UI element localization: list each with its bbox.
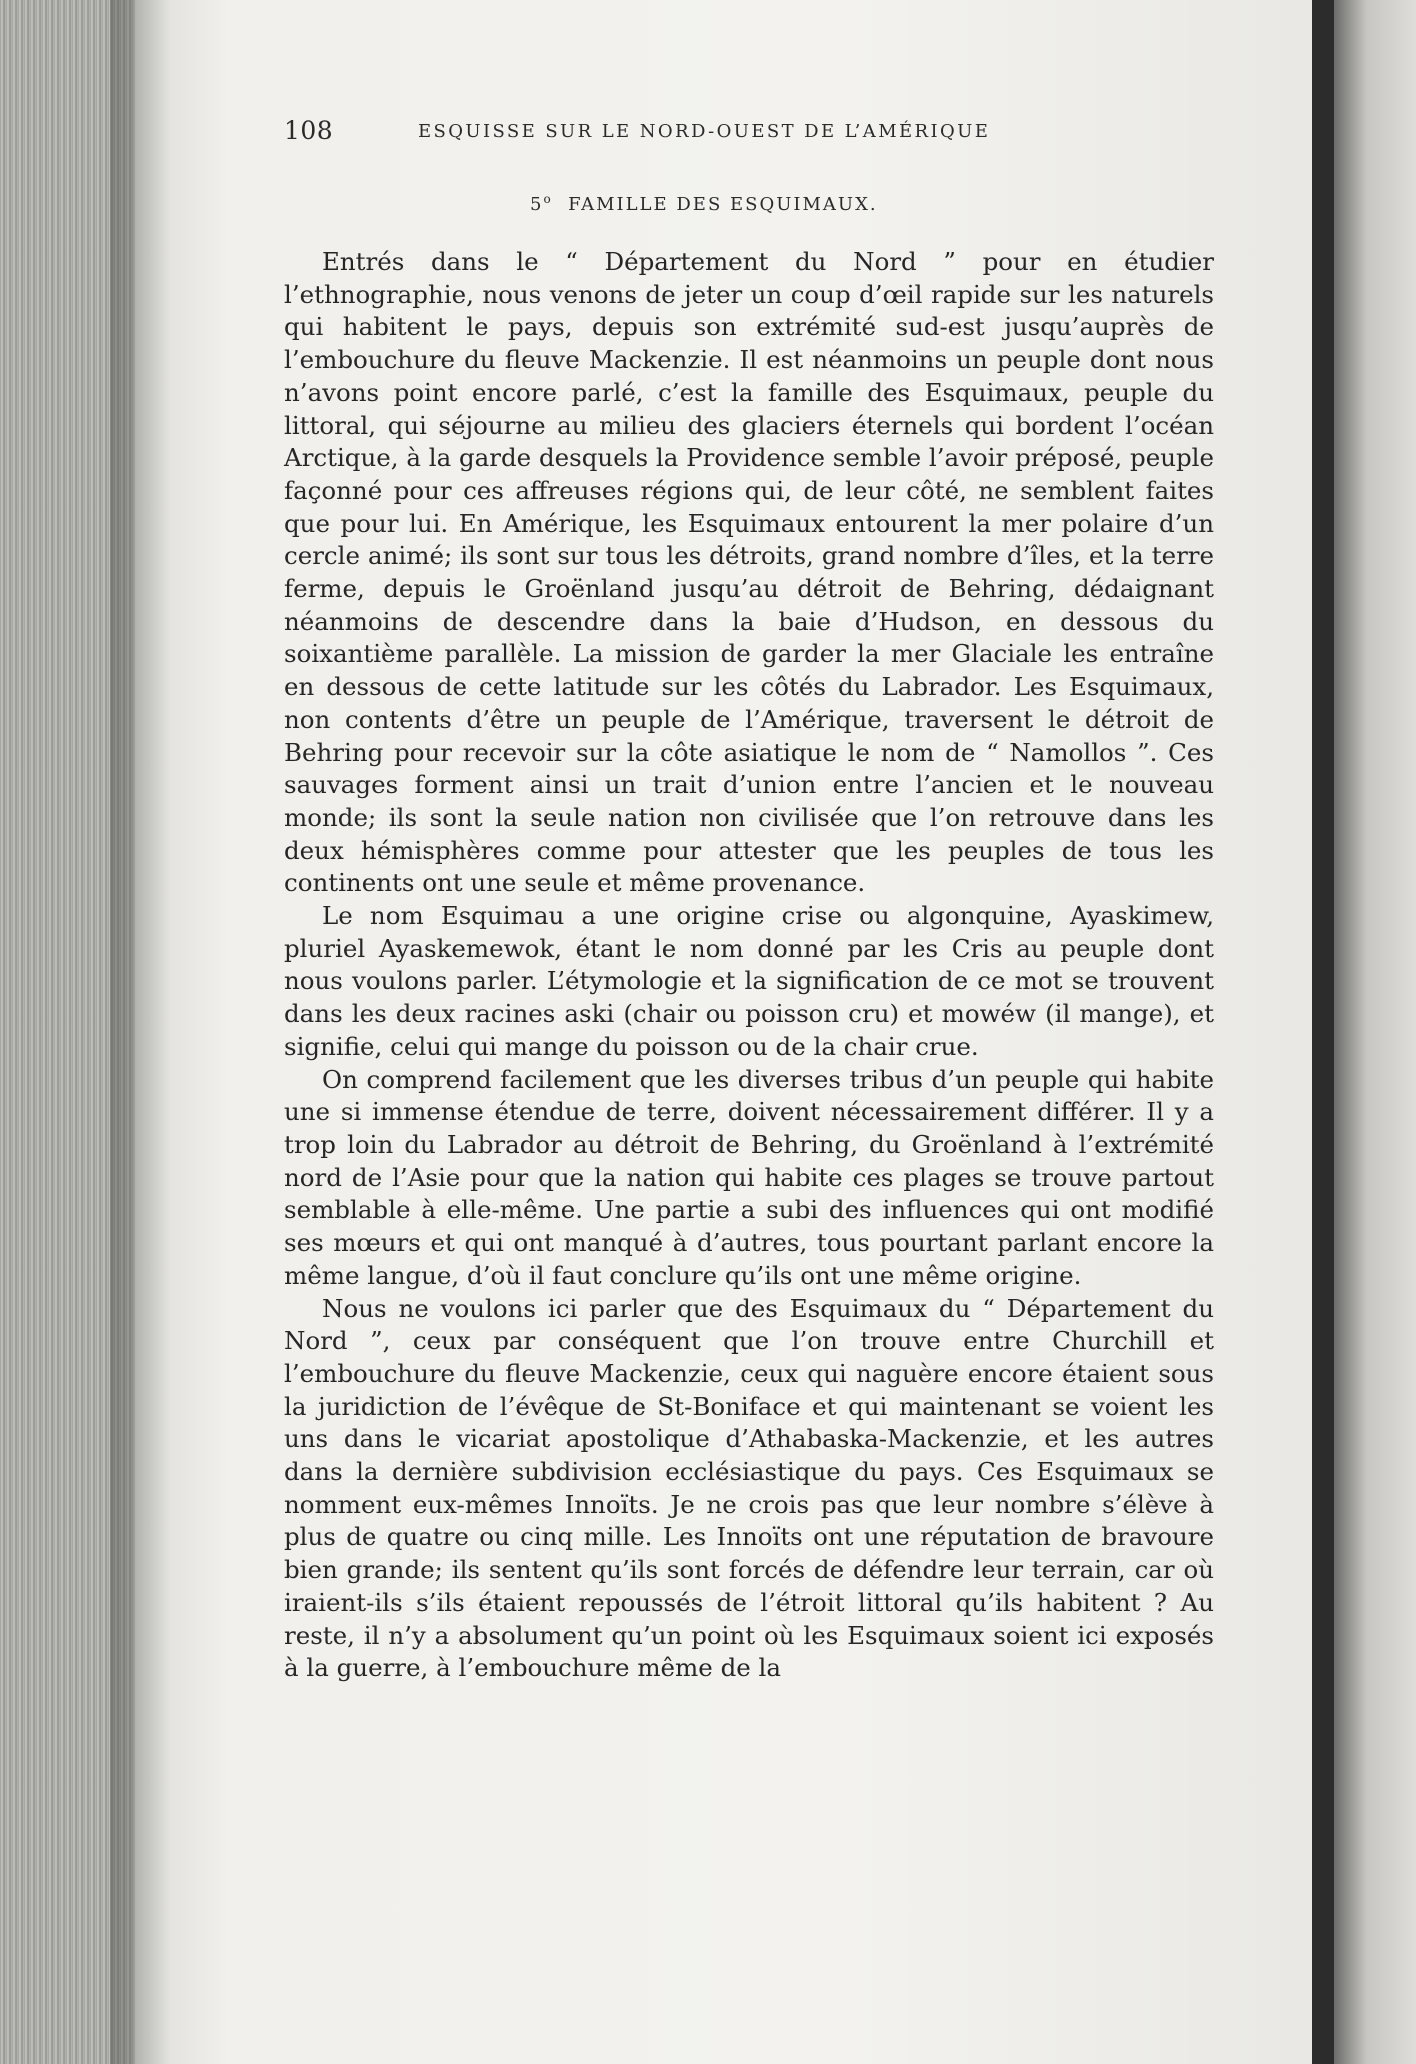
body-text [284,246,1214,1685]
page-header [284,116,1214,152]
paragraph: On comprend facilement que les diverses tribus d’un peuple qui habite une si immense étendue de terre, doivent nécessairement différer. Il y a trop loin du Labrador au détroit de Behring, du Groënland à l’extrémité nord de l’Asie pour que la nation qui habite ces plages se trouve partout semblable à elle-même. Une partie a subi des influences qui ont modifié ses mœurs et qui ont manqué à d’autres, tous pourtant parlant encore la même langue, d’où il faut conclure qu’ils ont une même origine. [284,1064,1214,1290]
running-head: ESQUISSE SUR LE NORD-OUEST DE L’AMÉRIQUE [418,121,991,142]
section-number: 5 [530,194,544,215]
binding-shadow [110,0,170,2064]
section-number-degree: o [543,192,553,206]
page-edge-right [1312,0,1334,2064]
page-number: 108 [284,116,334,145]
paragraph: Le nom Esquimau a une origine crise ou algonquine, Ayaskimew, pluriel Ayaskemewok, étant le nom donné par les Cris au peuple dont nous voulons parler. L’étymologie et la signification de ce mot se trouvent dans les deux racines aski (chair ou poisson cru) et mowéw (il mange), et signifie, celui qui mange du poisson ou de la chair crue. [284,901,1214,1061]
section-title: FAMILLE DES ESQUIMAUX. [568,194,878,215]
section-heading [530,192,878,215]
paragraph: Nous ne voulons ici parler que des Esquimaux du “ Département du Nord ”, ceux par conséquent que l’on trouve entre Churchill et l’embouchure du fleuve Mackenzie, ceux qui naguère encore étaient sous la juridiction de l’évêque de St-Boniface et qui maintenant se voient les uns dans le vicariat apostolique d’Athabaska-Mackenzie, et les autres dans la dernière subdivision ecclésiastique du pays. Ces Esquimaux se nomment eux-mêmes Innoïts. Je ne crois pas que leur nombre s’élève à plus de quatre ou cinq mille. Les Innoïts ont une réputation de bravoure bien grande; ils sentent qu’ils sont forcés de défendre leur terrain, car où iraient-ils s’ils étaient repoussés de l’étroit littoral qu’ils habitent ? Au reste, il n’y a absolument qu’un point où les Esquimaux soient ici exposés à la guerre, à l’embouchure même de la [284,1293,1214,1683]
paragraph: Entrés dans le “ Département du Nord ” pour en étudier l’ethnographie, nous venons de jeter un coup d’œil rapide sur les naturels qui habitent le pays, depuis son extrémité sud-est jusqu’auprès de l’embouchure du fleuve Mackenzie. Il est néanmoins un peuple dont nous n’avons point encore parlé, c’est la famille des Esquimaux, peuple du littoral, qui séjourne au milieu des glaciers éternels qui bordent l’océan Arctique, à la garde desquels la Providence semble l’avoir préposé, peuple façonné pour ces affreuses régions qui, de leur côté, ne semblent faites que pour lui. En Amérique, les Esquimaux entourent la mer polaire d’un cercle animé; ils sont sur tous les détroits, grand nombre d’îles, et la terre ferme, depuis le Groënland jusqu’au détroit de Behring, dédaignant néanmoins de descendre dans la baie d’Hudson, en dessous du soixantième parallèle. La mission de garder la mer Glaciale les entraîne en dessous de cette latitude sur les côtés du Labrador. Les Esquimaux, non contents d’être un peuple de l’Amérique, traversent le détroit de Behring pour recevoir sur la côte asiatique le nom de “ Namollos ”. Ces sauvages forment ainsi un trait d’union entre l’ancien et le nouveau monde; ils sont la seule nation non civilisée que l’on retrouve dans les deux hémisphères comme pour attester que les peuples de tous les continents ont une seule et même provenance. [284,247,1214,898]
facing-page-strip [1334,0,1416,2064]
